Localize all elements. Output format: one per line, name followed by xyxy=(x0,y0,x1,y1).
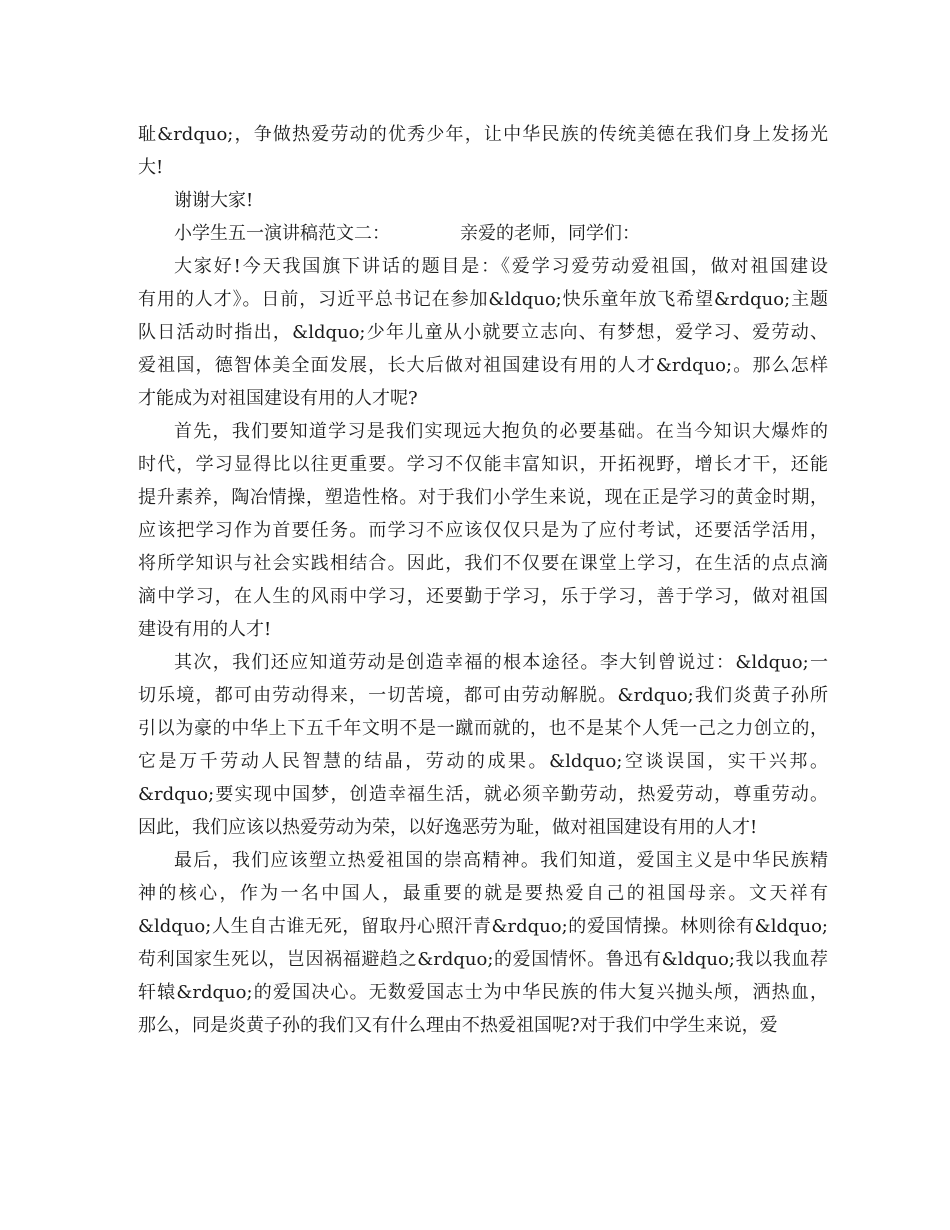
text-line: 应该把学习作为首要任务。而学习不应该仅仅只是为了应付考试，还要活学活用， xyxy=(138,520,828,541)
paragraph xyxy=(138,415,828,646)
text-line: 切乐境，都可由劳动得来，一切苦境，都可由劳动解脱。&rdquo;我们炎黄子孙所 xyxy=(138,685,828,706)
text-line: 因此，我们应该以热爱劳动为荣，以好逸恶劳为耻，做对祖国建设有用的人才! xyxy=(138,817,758,838)
text-line: 神的核心，作为一名中国人，最重要的就是要热爱自己的祖国母亲。文天祥有 xyxy=(138,883,828,904)
paragraph xyxy=(138,250,828,415)
text-line: 苟利国家生死以，岂因祸福避趋之&rdquo;的爱国情怀。鲁迅有&ldquo;我以我血荐 xyxy=(138,949,828,970)
text-line: 首先，我们要知道学习是我们实现远大抱负的必要基础。在当今知识大爆炸的 xyxy=(174,421,828,442)
text-line: 时代，学习显得比以往更重要。学习不仅能丰富知识，开拓视野，增长才干，还能 xyxy=(138,454,828,475)
text-line: 建设有用的人才! xyxy=(138,619,272,640)
text-line: 引以为豪的中华上下五千年文明不是一蹴而就的，也不是某个人凭一己之力创立的， xyxy=(138,718,828,739)
paragraph xyxy=(138,844,828,1042)
subtitle-text: 小学生五一演讲稿范文二： xyxy=(174,223,390,244)
text-line: 队日活动时指出，&ldquo;少年儿童从小就要立志向、有梦想，爱学习、爱劳动、 xyxy=(138,322,828,343)
paragraph xyxy=(138,646,828,844)
text-line: 它是万千劳动人民智慧的结晶，劳动的成果。&ldquo;空谈误国，实干兴邦。 xyxy=(138,751,828,772)
document-body xyxy=(138,118,828,1042)
section-subtitle xyxy=(138,217,828,250)
text-line: 谢谢大家! xyxy=(174,190,254,211)
text-line: 才能成为对祖国建设有用的人才呢? xyxy=(138,388,418,409)
text-line: 其次，我们还应知道劳动是创造幸福的根本途径。李大钊曾说过：&ldquo;一 xyxy=(174,652,828,673)
text-line: 最后，我们应该塑立热爱祖国的崇高精神。我们知道，爱国主义是中华民族精 xyxy=(174,850,828,871)
paragraph xyxy=(138,184,828,217)
text-line: 将所学知识与社会实践相结合。因此，我们不仅要在课堂上学习，在生活的点点滴 xyxy=(138,553,828,574)
text-line: 有用的人才》。日前，习近平总书记在参加&ldquo;快乐童年放飞希望&rdquo;主题 xyxy=(138,289,828,310)
text-line: 大! xyxy=(138,157,164,178)
paragraph xyxy=(138,217,828,250)
text-line: &rdquo;要实现中国梦，创造幸福生活，就必须辛勤劳动，热爱劳动，尊重劳动。 xyxy=(138,784,828,805)
text-line: 大家好!今天我国旗下讲话的题目是：《爱学习爱劳动爱祖国，做对祖国建设 xyxy=(174,256,828,277)
text-line: 耻&rdquo;，争做热爱劳动的优秀少年，让中华民族的传统美德在我们身上发扬光 xyxy=(138,124,828,145)
paragraph xyxy=(138,118,828,184)
text-line: 那么，同是炎黄子孙的我们又有什么理由不热爱祖国呢?对于我们中学生来说，爱 xyxy=(138,1015,778,1036)
text-line: 滴中学习，在人生的风雨中学习，还要勤于学习，乐于学习，善于学习，做对祖国 xyxy=(138,586,828,607)
greeting-text: 亲爱的老师，同学们： xyxy=(460,223,640,244)
text-line: 轩辕&rdquo;的爱国决心。无数爱国志士为中华民族的伟大复兴抛头颅，洒热血， xyxy=(138,982,828,1003)
text-line: 爱祖国，德智体美全面发展，长大后做对祖国建设有用的人才&rdquo;。那么怎样 xyxy=(138,355,828,376)
text-line: 提升素养，陶冶情操，塑造性格。对于我们小学生来说，现在正是学习的黄金时期， xyxy=(138,487,828,508)
text-line: &ldquo;人生自古谁无死，留取丹心照汗青&rdquo;的爱国情操。林则徐有&ldquo; xyxy=(138,916,828,937)
